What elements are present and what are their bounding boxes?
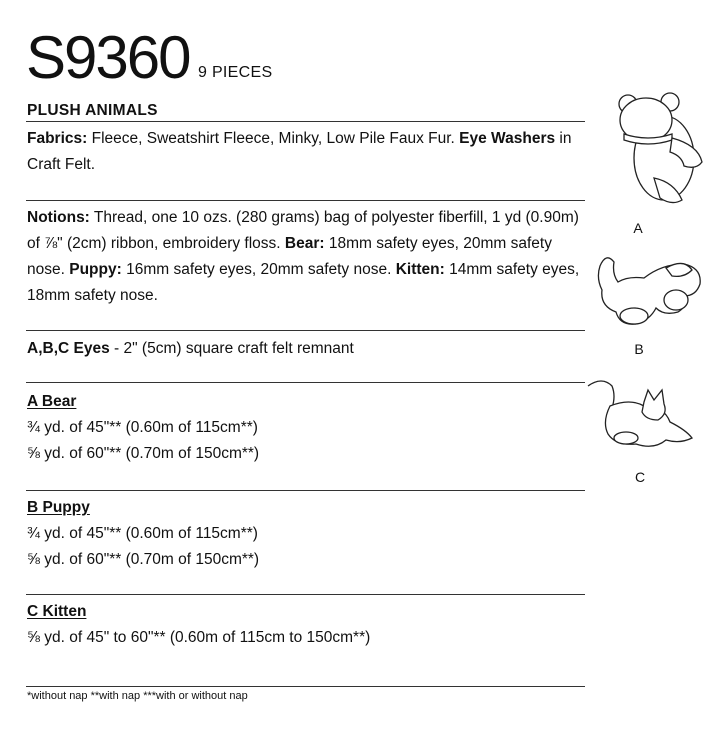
divider [26, 686, 585, 687]
yardage-line: ¾ yd. of 45"** (0.60m of 115cm**) [27, 419, 258, 436]
divider [26, 330, 585, 331]
view-label-a: A [633, 220, 643, 236]
divider [26, 121, 585, 122]
bear-section [27, 389, 587, 467]
puppy-notions-label: Puppy: [69, 261, 122, 278]
divider [26, 382, 585, 383]
puppy-illustration [592, 250, 707, 335]
kitten-notions-label: Kitten: [395, 261, 445, 278]
kitten-illustration [586, 376, 696, 456]
pattern-number: S9360 [26, 24, 190, 91]
puppy-notions-text: 16mm safety eyes, 20mm safety nose. [121, 261, 396, 278]
notions-label: Notions: [27, 209, 90, 226]
fabrics-block [27, 126, 587, 178]
yardage-line: ⅝ yd. of 45" to 60"** (0.60m of 115cm to 150cm**) [27, 629, 371, 646]
puppy-section [27, 495, 587, 573]
view-label-c: C [634, 469, 646, 485]
section-heading: C Kitten [27, 603, 87, 620]
bear-notions-text: 18mm safety eyes, 20mm safety nose. [27, 235, 552, 278]
eye-washers-label: Eye Washers [459, 130, 556, 147]
notions-block [27, 205, 587, 309]
divider [26, 200, 585, 201]
kitten-notions-text: 14mm safety eyes, 18mm safety nose. [27, 261, 580, 304]
divider [26, 594, 585, 595]
kitten-section [27, 599, 587, 651]
yardage-line: ¾ yd. of 45"** (0.60m of 115cm**) [27, 525, 258, 542]
section-heading: A Bear [27, 393, 77, 410]
bear-illustration [598, 90, 708, 210]
eyes-label: A,B,C Eyes [27, 340, 110, 357]
yardage-line: ⅝ yd. of 60"** (0.70m of 150cm**) [27, 445, 260, 462]
notions-text: Thread, one 10 ozs. (280 grams) bag of polyester fiberfill, 1 yd (0.90m) of ⅞" (2cm) ribbon, embroidery floss. [27, 209, 579, 252]
pieces-count: 9 PIECES [198, 64, 273, 81]
eyes-text: - 2" (5cm) square craft felt remnant [109, 340, 354, 357]
pattern-title: PLUSH ANIMALS [27, 102, 158, 119]
divider [26, 490, 585, 491]
fabrics-label: Fabrics: [27, 130, 88, 147]
eye-washers-text: in Craft Felt. [27, 130, 572, 173]
footnote: *without nap **with nap ***with or without nap [27, 690, 248, 702]
eyes-block [27, 336, 587, 362]
section-heading: B Puppy [27, 499, 90, 516]
fabrics-text: Fleece, Sweatshirt Fleece, Minky, Low Pile Faux Fur. [87, 130, 460, 147]
yardage-line: ⅝ yd. of 60"** (0.70m of 150cm**) [27, 551, 260, 568]
bear-notions-label: Bear: [284, 235, 325, 252]
view-label-b: B [634, 341, 644, 357]
